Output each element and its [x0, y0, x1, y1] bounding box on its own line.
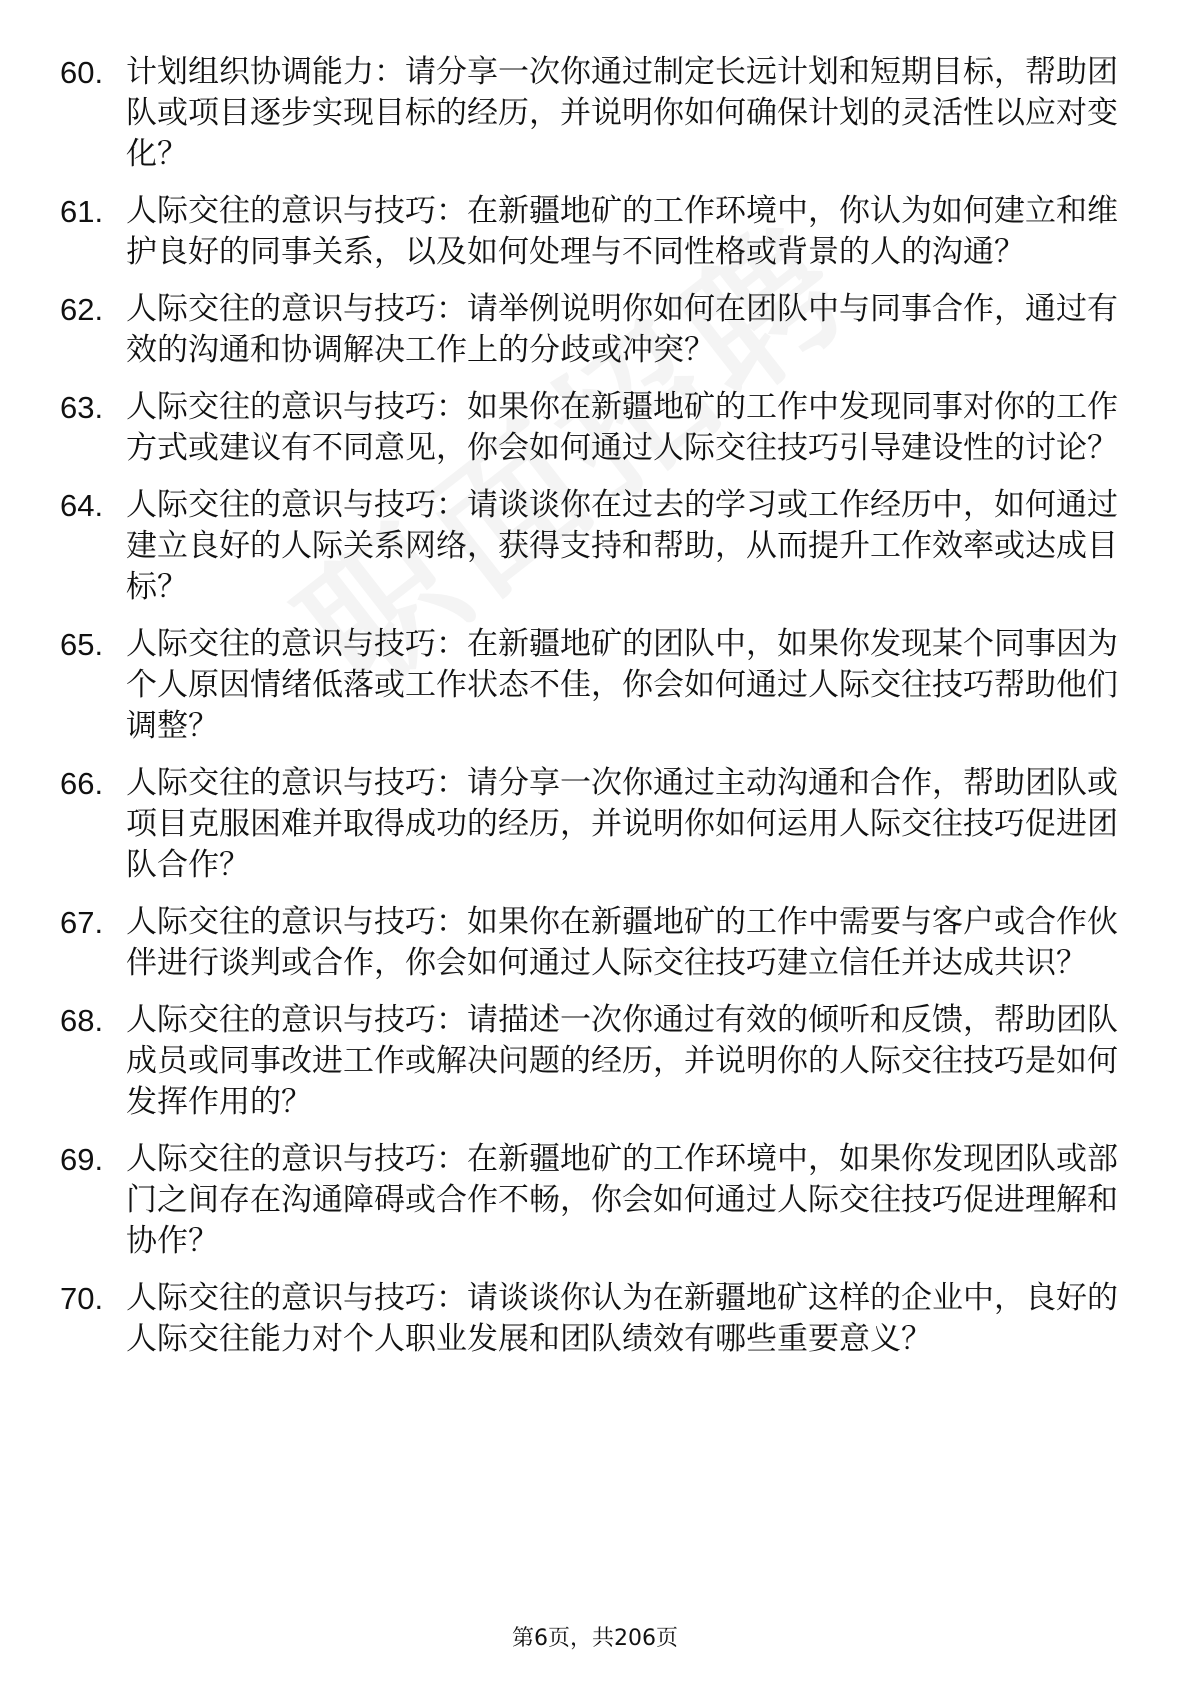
list-item: [60, 902, 1120, 984]
question-text: 人际交往的意识与技巧：请举例说明你如何在团队中与同事合作，通过有效的沟通和协调解决工作上的分歧或冲突？: [126, 291, 1118, 368]
question-text: 人际交往的意识与技巧：在新疆地矿的工作环境中，如果你发现团队或部门之间存在沟通障碍或合作不畅，你会如何通过人际交往技巧促进理解和协作？: [126, 1141, 1118, 1259]
question-number: 70.: [60, 1281, 104, 1316]
page-footer: [0, 1626, 1190, 1652]
list-item: [60, 52, 1120, 175]
question-number: 67.: [60, 905, 104, 940]
question-number: 64.: [60, 488, 104, 523]
list-item: [60, 387, 1120, 469]
question-number: 68.: [60, 1003, 104, 1038]
question-text: 人际交往的意识与技巧：在新疆地矿的工作环境中，你认为如何建立和维护良好的同事关系，以及如何处理与不同性格或背景的人的沟通？: [126, 193, 1118, 270]
question-text: 计划组织协调能力：请分享一次你通过制定长远计划和短期目标，帮助团队或项目逐步实现目标的经历，并说明你如何确保计划的灵活性以应对变化？: [126, 54, 1118, 172]
question-number: 62.: [60, 292, 104, 327]
question-text: 人际交往的意识与技巧：如果你在新疆地矿的工作中发现同事对你的工作方式或建议有不同意见，你会如何通过人际交往技巧引导建设性的讨论？: [126, 389, 1118, 466]
list-item: [60, 485, 1120, 608]
page-number-label: 第6页，共206页: [512, 1626, 678, 1651]
list-item: [60, 289, 1120, 371]
question-text: 人际交往的意识与技巧：请谈谈你认为在新疆地矿这样的企业中，良好的人际交往能力对个人职业发展和团队绩效有哪些重要意义？: [126, 1280, 1118, 1357]
question-text: 人际交往的意识与技巧：在新疆地矿的团队中，如果你发现某个同事因为个人原因情绪低落或工作状态不佳，你会如何通过人际交往技巧帮助他们调整？: [126, 626, 1118, 744]
question-text: 人际交往的意识与技巧：请分享一次你通过主动沟通和合作，帮助团队或项目克服困难并取得成功的经历，并说明你如何运用人际交往技巧促进团队合作？: [126, 765, 1118, 883]
list-item: [60, 191, 1120, 273]
list-item: [60, 624, 1120, 747]
list-item: [60, 763, 1120, 886]
question-number: 69.: [60, 1142, 104, 1177]
question-number: 63.: [60, 390, 104, 425]
question-number: 66.: [60, 766, 104, 801]
list-item: [60, 1000, 1120, 1123]
list-item: [60, 1139, 1120, 1262]
question-number: 61.: [60, 194, 104, 229]
question-text: 人际交往的意识与技巧：如果你在新疆地矿的工作中需要与客户或合作伙伴进行谈判或合作，你会如何通过人际交往技巧建立信任并达成共识？: [126, 904, 1118, 981]
question-number: 60.: [60, 55, 104, 90]
question-text: 人际交往的意识与技巧：请描述一次你通过有效的倾听和反馈，帮助团队成员或同事改进工作或解决问题的经历，并说明你的人际交往技巧是如何发挥作用的？: [126, 1002, 1118, 1120]
question-number: 65.: [60, 627, 104, 662]
list-item: [60, 1278, 1120, 1360]
question-list: [60, 52, 1120, 1376]
question-text: 人际交往的意识与技巧：请谈谈你在过去的学习或工作经历中，如何通过建立良好的人际关系网络，获得支持和帮助，从而提升工作效率或达成目标？: [126, 487, 1118, 605]
